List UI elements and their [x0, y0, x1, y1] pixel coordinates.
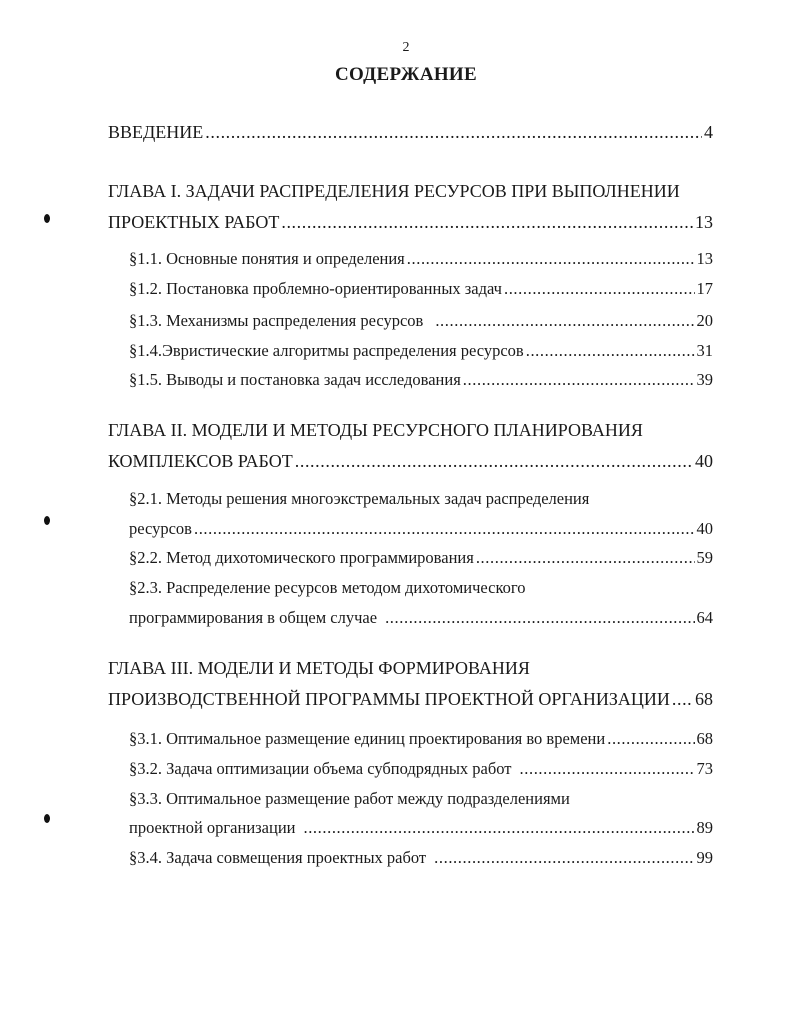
- toc-entry-title: §1.2. Постановка проблемно-ориентированных задач: [129, 279, 502, 298]
- toc-entry-title: §1.4.Эвристические алгоритмы распределения ресурсов: [129, 341, 524, 360]
- toc-page-number: 40: [695, 451, 713, 471]
- toc-entry-title: ПРОЕКТНЫХ РАБОТ: [108, 212, 280, 232]
- binding-hole-mark: [44, 814, 50, 823]
- toc-section-2-3-line1[interactable]: §2.3. Распределение ресурсов методом дихотомического: [129, 578, 526, 597]
- toc-section-3-1[interactable]: [129, 729, 713, 749]
- toc-section-1-3[interactable]: [129, 311, 713, 331]
- toc-chapter-3-line1[interactable]: ГЛАВА III. МОДЕЛИ И МЕТОДЫ ФОРМИРОВАНИЯ: [108, 658, 530, 678]
- dot-leader: [303, 818, 694, 838]
- dot-leader: [504, 279, 695, 299]
- toc-chapter-3[interactable]: [108, 689, 713, 709]
- toc-section-1-5[interactable]: [129, 370, 713, 390]
- toc-page-number: 59: [696, 548, 713, 567]
- toc-section-2-1-line1[interactable]: §2.1. Методы решения многоэкстремальных задач распределения: [129, 489, 590, 508]
- toc-entry-title: ПРОИЗВОДСТВЕННОЙ ПРОГРАММЫ ПРОЕКТНОЙ ОРГАНИЗАЦИИ: [108, 689, 670, 709]
- toc-entry-title: проектной организации: [129, 818, 296, 837]
- toc-page-number: 13: [695, 212, 713, 232]
- toc-page-number: 64: [696, 608, 713, 627]
- toc-entry-title: §1.5. Выводы и постановка задач исследования: [129, 370, 461, 389]
- toc-page-number: 68: [696, 729, 713, 748]
- toc-entry-title: §1.1. Основные понятия и определения: [129, 249, 405, 268]
- toc-page-number: 40: [696, 519, 713, 538]
- toc-page-number: 39: [696, 370, 713, 389]
- toc-chapter-2[interactable]: [108, 451, 713, 471]
- toc-entry-title: §3.2. Задача оптимизации объема субподрядных работ: [129, 759, 512, 778]
- dot-leader: [205, 122, 702, 142]
- toc-entry-intro[interactable]: [108, 122, 713, 142]
- toc-entry-title: программирования в общем случае: [129, 608, 378, 627]
- dot-leader: [194, 519, 695, 539]
- dot-leader: [281, 212, 693, 232]
- binding-hole-mark: [44, 214, 50, 223]
- toc-entry-title: §1.3. Механизмы распределения ресурсов: [129, 311, 424, 330]
- toc-section-1-4[interactable]: [129, 341, 713, 361]
- toc-entry-title: ВВЕДЕНИЕ: [108, 122, 204, 142]
- toc-page-number: 13: [696, 249, 713, 268]
- toc-page-number: 20: [696, 311, 713, 330]
- toc-section-1-2[interactable]: [129, 279, 713, 299]
- toc-entry-title: §3.4. Задача совмещения проектных работ: [129, 848, 427, 867]
- toc-page-number: 17: [696, 279, 713, 298]
- toc-page-number: 68: [695, 689, 713, 709]
- toc-page-number: 99: [696, 848, 713, 867]
- page-number: 2: [402, 40, 410, 55]
- toc-section-3-3-line1[interactable]: §3.3. Оптимальное размещение работ между подразделениями: [129, 789, 570, 808]
- toc-entry-title: КОМПЛЕКСОВ РАБОТ: [108, 451, 293, 471]
- dot-leader: [607, 729, 694, 749]
- toc-page-number: 31: [696, 341, 713, 360]
- dot-leader: [463, 370, 695, 390]
- toc-section-3-4[interactable]: [129, 848, 713, 868]
- toc-section-3-2[interactable]: [129, 759, 713, 779]
- dot-leader: [520, 759, 695, 779]
- toc-chapter-2-line1[interactable]: ГЛАВА II. МОДЕЛИ И МЕТОДЫ РЕСУРСНОГО ПЛАНИРОВАНИЯ: [108, 420, 643, 440]
- toc-entry-title: §3.1. Оптимальное размещение единиц проектирования во времени: [129, 729, 606, 748]
- toc-section-2-1[interactable]: [129, 519, 713, 539]
- dot-leader: [385, 608, 694, 628]
- dot-leader: [435, 311, 694, 331]
- toc-page-number: 89: [696, 818, 713, 837]
- toc-page-number: 4: [704, 122, 713, 142]
- page-title: СОДЕРЖАНИЕ: [335, 64, 477, 85]
- dot-leader: [476, 548, 695, 568]
- toc-page-number: 73: [696, 759, 713, 778]
- dot-leader: [407, 249, 695, 269]
- dot-leader: [526, 341, 695, 361]
- toc-entry-title: §2.2. Метод дихотомического программирования: [129, 548, 474, 567]
- toc-section-1-1[interactable]: [129, 249, 713, 269]
- dot-leader: [295, 451, 693, 471]
- toc-section-2-2[interactable]: [129, 548, 713, 568]
- toc-section-2-3[interactable]: [129, 608, 713, 628]
- binding-hole-mark: [44, 516, 50, 525]
- toc-entry-title: ресурсов: [129, 519, 192, 538]
- toc-section-3-3[interactable]: [129, 818, 713, 838]
- dot-leader: [672, 689, 693, 709]
- dot-leader: [434, 848, 694, 868]
- toc-chapter-1-line1[interactable]: ГЛАВА I. ЗАДАЧИ РАСПРЕДЕЛЕНИЯ РЕСУРСОВ ПРИ ВЫПОЛНЕНИИ: [108, 181, 680, 201]
- toc-chapter-1[interactable]: [108, 212, 713, 232]
